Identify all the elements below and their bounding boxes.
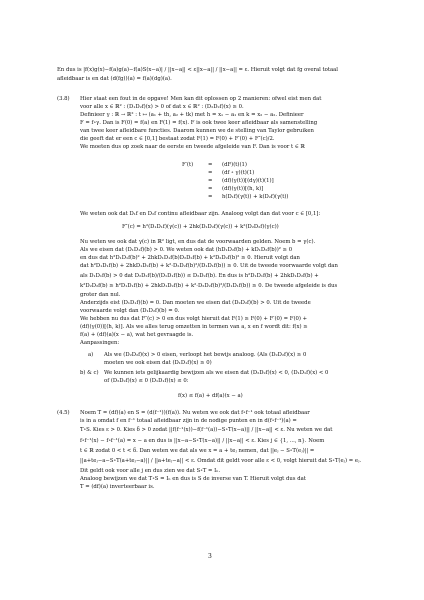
s45-line-8: Analoog bewijzen we dat T∘S = Iₙ en dus is S de inverse van T. Hieruit volgt dus dat [80, 476, 306, 482]
equals-sign: = [208, 162, 213, 168]
fprime-lhs: F′(t) [182, 162, 194, 168]
item-a-line-2: moeten we ook eisen dat (D₁D₁f)(x) ≥ 0) [104, 360, 212, 366]
s38-intro-2: voor alle x ∈ ℝ² : (D₁D₂f)(x) > 0 of dat x ∈ ℝ² : (D₂D₂f)(x) ≥ 0. [80, 104, 244, 110]
s38-body-8: Anderzijds eist (D₁D₁f)(b) = 0. Dan moeten we eisen dat (D₂D₂f)(b) > 0. Uit de tweede [80, 300, 311, 306]
fprime-step-1: (dF)(t)(1) [222, 162, 247, 168]
page-number: 3 [208, 553, 212, 560]
s38-body-10: We hebben nu dus dat F″(c) > 0 en dus volgt hieruit dat F(1) ≥ F(0) + F′(0) = F(0) + [80, 316, 308, 322]
s38-intro-4: F = f∘γ. Dan is F(0) = f(a) en F(1) = f(x). F is ook twee keer afleidbaar als samenstelling [80, 120, 318, 126]
s45-line-1: Noem T = (df)(a) en S = (d(f⁻¹))(f(a)). Nu weten we ook dat f∘f⁻¹ ook totaal afleidbaar [80, 410, 310, 416]
equals-sign: = [208, 194, 213, 200]
s38-intro-7: We moeten dus op zoek naar de eerste en tweede afgeleide van F. Dan is voor t ∈ ℝ [80, 144, 305, 150]
equals-sign: = [208, 170, 213, 176]
item-a-label: a) [88, 352, 94, 358]
final-inequality: f(x) ≤ f(a) + df(a)(x − a) [178, 393, 243, 399]
fprime-step-5: h(D₁f)(γ(t)) + k(D₂f)(γ(t)) [222, 194, 289, 200]
s38-mid-1: We weten ook dat D₁f en D₂f continu afleidbaar zijn. Analoog volgt dan dat voor c ∈ [0,1]: [80, 211, 321, 217]
s38-intro-1: Hier staat een fout in de opgave! Men kan dit oplossen op 2 manieren: ofwel eist men dat [80, 96, 322, 102]
s38-intro-5: van twee keer afleidbare functies. Daarom kunnen we de stelling van Taylor gebruiken [80, 128, 314, 134]
s38-intro-6: die geeft dat er een c ∈ [0,1] bestaat zodat F(1) = F(0) + F′(0) + F″(c)/2. [80, 136, 275, 142]
fprime-step-4: (df)(γ(t))[(h, k)] [222, 186, 264, 192]
s38-body-3: en dus dat h²D₁D₁f(b)² + 2hkD₁D₁f(b)D₂D₂f(b) + k²D₂D₂f(b)² ≥ 0. Hieruit volgt dan [80, 255, 300, 261]
s38-body-9: voorwaarde volgt dan (D₁D₂f)(b) = 0. [80, 308, 180, 314]
s38-body-2: Als we eisen dat (D₁D₁f)(b) > 0. We weten ook dat (hD₁D₂f(b) + kD₁D₂f(b))² ≥ 0 [80, 247, 293, 253]
s38-body-13: Aanpassingen: [80, 340, 120, 346]
s45-line-9: T = (df)(a) inverteerbaar is. [80, 484, 155, 490]
s45-line-7: Dit geldt ook voor alle j en dus zien we dat S∘T = Iₙ. [80, 468, 221, 474]
fsecond-equation: F″(c) = h²(D₁D₁f)(γ(c)) + 2hk(D₁D₂f)(γ(c)) + k²(D₂D₂f)(γ(c)) [122, 224, 279, 230]
top-line-1: En dus is |f(x)g(x)−f(a)g(a)−f(a)S(x−a)| / ||x−a|| < ε||x−a|| / ||x−a|| = ε. Hieruit volgt dat fg overal totaal [57, 67, 338, 73]
s45-line-2: is in a omdat f en f⁻¹ totaal afleidbaar zijn in de nodige punten en in d(f∘f⁻¹)(a) = [80, 418, 297, 424]
equals-sign: = [208, 186, 213, 192]
s45-line-6: ||a+teⱼ−a−S∘T(a+teⱼ−a)|| / ||a+teⱼ−a|| < ε. Omdat dit geldt voor alle ε < 0, volgt hieruit dat S∘T(eⱼ) = eⱼ. [80, 458, 362, 464]
top-line-2: afleidbaar is en dat (d(fg))(a) = f(a)(dg)(a). [57, 76, 172, 82]
s38-intro-3: Definieer γ : ℝ → ℝ² : t ↦ (a₁ + th, a₂ + tk) met h = x₁ − a₁ en k = x₂ − a₂. Definieer [80, 112, 304, 118]
s38-body-6: k²D₂D₂f(b) ≥ h²D₁D₁f(b) + 2hkD₁D₂f(b) + k²·D₂D₂f(b)²/(D₁D₁f(b)) ≥ 0. De tweede afgeleide is dus [80, 283, 338, 289]
item-a-line-1: Als we (D₂D₂f)(x) > 0 eisen, verloopt het bewijs analoog. (Als (D₂D₂f)(x) ≥ 0 [104, 352, 307, 358]
s45-line-5: t ∈ ℝ zodat 0 < t < δ. Dan weten we dat als we x = a + teⱼ nemen, dat ||eⱼ − S∘T(eⱼ)|| = [80, 448, 315, 454]
s45-line-4: f∘f⁻¹(x) − f∘f⁻¹(a) = x − a en dus is ||x−a−S∘T(x−a)|| / ||x−a|| < ε. Kies j ∈ {1, ..., n}. Noem [80, 438, 325, 444]
item-bc-line-2: of (D₂D₂f)(x) ≤ 0 (D₁D₁f)(x) ≤ 0: [104, 378, 189, 384]
s38-body-7: groter dan nul. [80, 292, 121, 298]
fprime-step-2: (df ∘ γ)(t)(1) [222, 170, 255, 176]
section-4-5-label: (4.5) [57, 410, 70, 416]
item-bc-label: b) & c) [80, 370, 99, 376]
s38-body-4: dat h²D₁D₁f(b) + 2hkD₁D₂f(b) + k²·D₂D₂f(b)²/(D₁D₁f(b)) ≥ 0. Uit de tweede voorwaarde volgt dan [80, 263, 338, 269]
s38-body-11: (df)(γ(0))[(h, k)]. Als we alles terug omzetten in termen van a, x en f wordt dit: f(x) ≥ [80, 324, 308, 330]
equals-sign: = [208, 178, 213, 184]
fprime-step-3: (df)(γ(t))[(dγ)(t)(1)] [222, 178, 274, 184]
item-bc-line-1: We kunnen iets gelijkaardig bewijzen als we eisen dat (D₂D₂f)(x) < 0, (D₁D₁f)(x) < 0 [104, 370, 329, 376]
s38-body-5: als D₁D₁f(b) > 0 dat D₂D₂f(b)/(D₁D₁f(b)) ≤ D₂D₂f(b). En dus is h²D₁D₁f(b) + 2hkD₁D₂f(b) + [80, 273, 319, 279]
s38-body-12: f(a) + (df)(a)(x − a), wat het gevraagde is. [80, 332, 194, 338]
section-3-8-label: (3.8) [57, 96, 70, 102]
s38-body-1: Nu weten we ook dat γ(c) in ℝ² ligt, en dus dat de voorwaarden gelden. Noem b = γ(c). [80, 239, 316, 245]
s45-line-3: T∘S. Kies ε > 0. Kies δ > 0 zodat ||f(f⁻¹(x))−f(f⁻¹(a))−S∘T(x−a)|| / ||x−a|| < ε. Nu weten we dat [80, 427, 333, 433]
